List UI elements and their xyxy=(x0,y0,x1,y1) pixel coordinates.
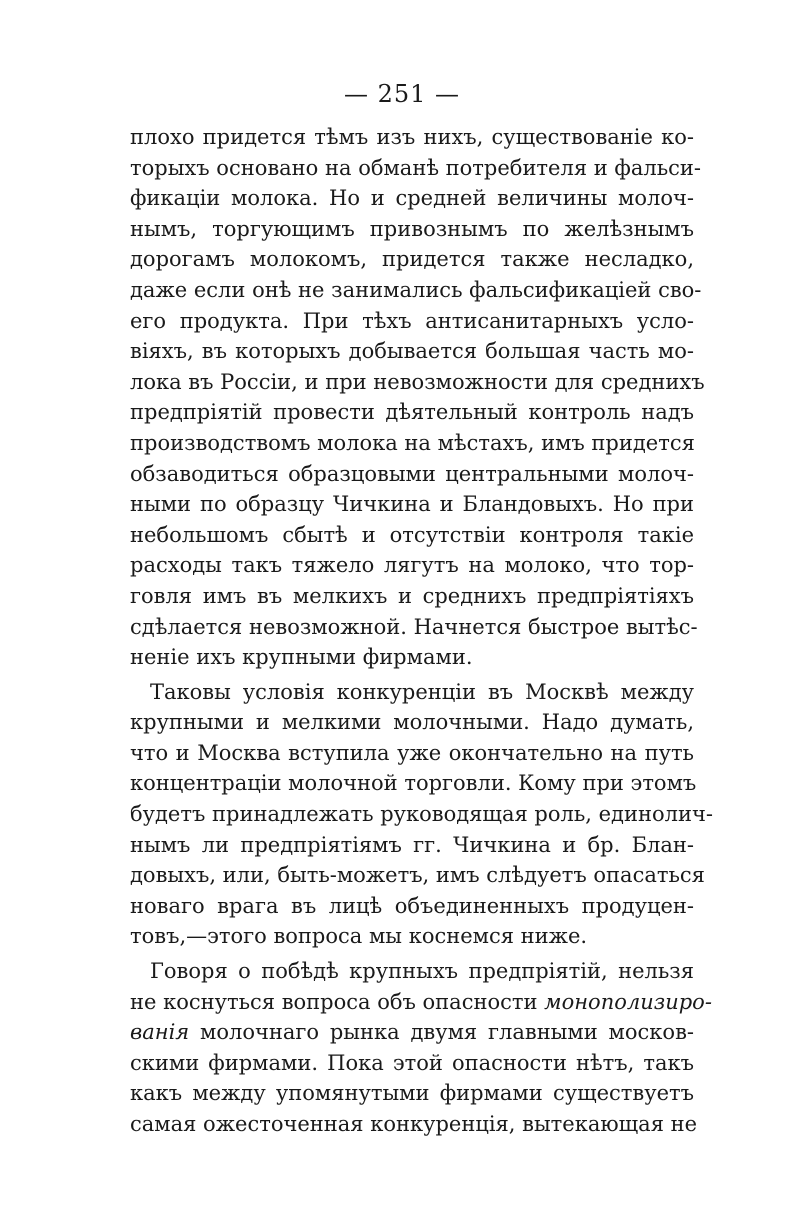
text-line: предпріятій провести дѣятельный контроль надъ xyxy=(130,400,694,425)
text-line: торыхъ основано на обманѣ потребителя и фальси- xyxy=(130,155,701,180)
text-line: расходы такъ тяжело лягутъ на молоко, что тор- xyxy=(130,553,694,578)
body-text xyxy=(130,122,713,1140)
text-line: производствомъ молока на мѣстахъ, имъ придется xyxy=(130,430,695,455)
text-line: фикаціи молока. Но и средней величины молоч- xyxy=(130,186,694,211)
text-line: даже если онѣ не занимались фальсификаціей сво- xyxy=(130,277,702,302)
text-line: говля имъ въ мелкихъ и среднихъ предпріятіяхъ xyxy=(130,583,694,608)
text-line: довыхъ, или, быть-можетъ, имъ слѣдуетъ опасаться xyxy=(130,863,705,888)
text-line: Говоря о побѣдѣ крупныхъ предпріятій, нельзя xyxy=(150,959,694,984)
text-line: крупными и мелкими молочными. Надо думать, xyxy=(130,710,694,735)
text-line: новаго врага въ лицѣ объединенныхъ продуцен- xyxy=(130,893,694,918)
page-number: — 251 — xyxy=(343,80,461,108)
text-line: дорогамъ молокомъ, придется также несладко, xyxy=(130,247,694,272)
text-line: неніе ихъ крупными фирмами. xyxy=(130,645,473,670)
text-line: віяхъ, въ которыхъ добывается большая часть мо- xyxy=(130,339,694,364)
text-segment: молочнаго рынка двумя главными москов- xyxy=(200,1020,694,1045)
text-line: что и Москва вступила уже окончательно на путь xyxy=(130,740,694,765)
text-line: плохо придется тѣмъ изъ нихъ, существованіе ко- xyxy=(130,125,694,149)
text-line: нымъ ли предпріятіямъ гг. Чичкина и бр. Блан- xyxy=(130,832,694,857)
text-line: будетъ принадлежать руководящая роль, единолич- xyxy=(130,802,713,827)
text-line xyxy=(130,1017,694,1048)
text-line xyxy=(130,987,712,1018)
text-line: небольшомъ сбытѣ и отсутствіи контроля такіе xyxy=(130,522,694,547)
text-line: лока въ Россіи, и при невозможности для среднихъ xyxy=(130,369,705,394)
text-line: Таковы условія конкуренціи въ Москвѣ между xyxy=(150,679,694,704)
text-line: нымъ, торгующимъ привознымъ по желѣзнымъ xyxy=(130,216,694,241)
text-line: концентраціи молочной торговли. Кому при этомъ xyxy=(130,771,697,796)
text-line: какъ между упомянутыми фирмами существуетъ xyxy=(130,1081,694,1106)
italic-term: монополизиро- xyxy=(544,989,712,1014)
text-line: сдѣлается невозможной. Начнется быстрое вытѣс- xyxy=(130,614,698,639)
text-line: ными по образцу Чичкина и Бландовыхъ. Но при xyxy=(130,492,694,517)
text-segment: не коснуться вопроса объ опасности xyxy=(130,989,538,1014)
italic-term: ванія xyxy=(130,1020,190,1045)
text-line: его продукта. При тѣхъ антисанитарныхъ усло- xyxy=(130,308,694,333)
text-line: скими фирмами. Пока этой опасности нѣтъ, такъ xyxy=(130,1050,694,1075)
text-line: товъ,—этого вопроса мы коснемся ниже. xyxy=(130,924,588,949)
text-line: самая ожесточенная конкуренція, вытекающая не xyxy=(130,1112,698,1136)
text-line: обзаводиться образцовыми центральными молоч- xyxy=(130,461,694,486)
